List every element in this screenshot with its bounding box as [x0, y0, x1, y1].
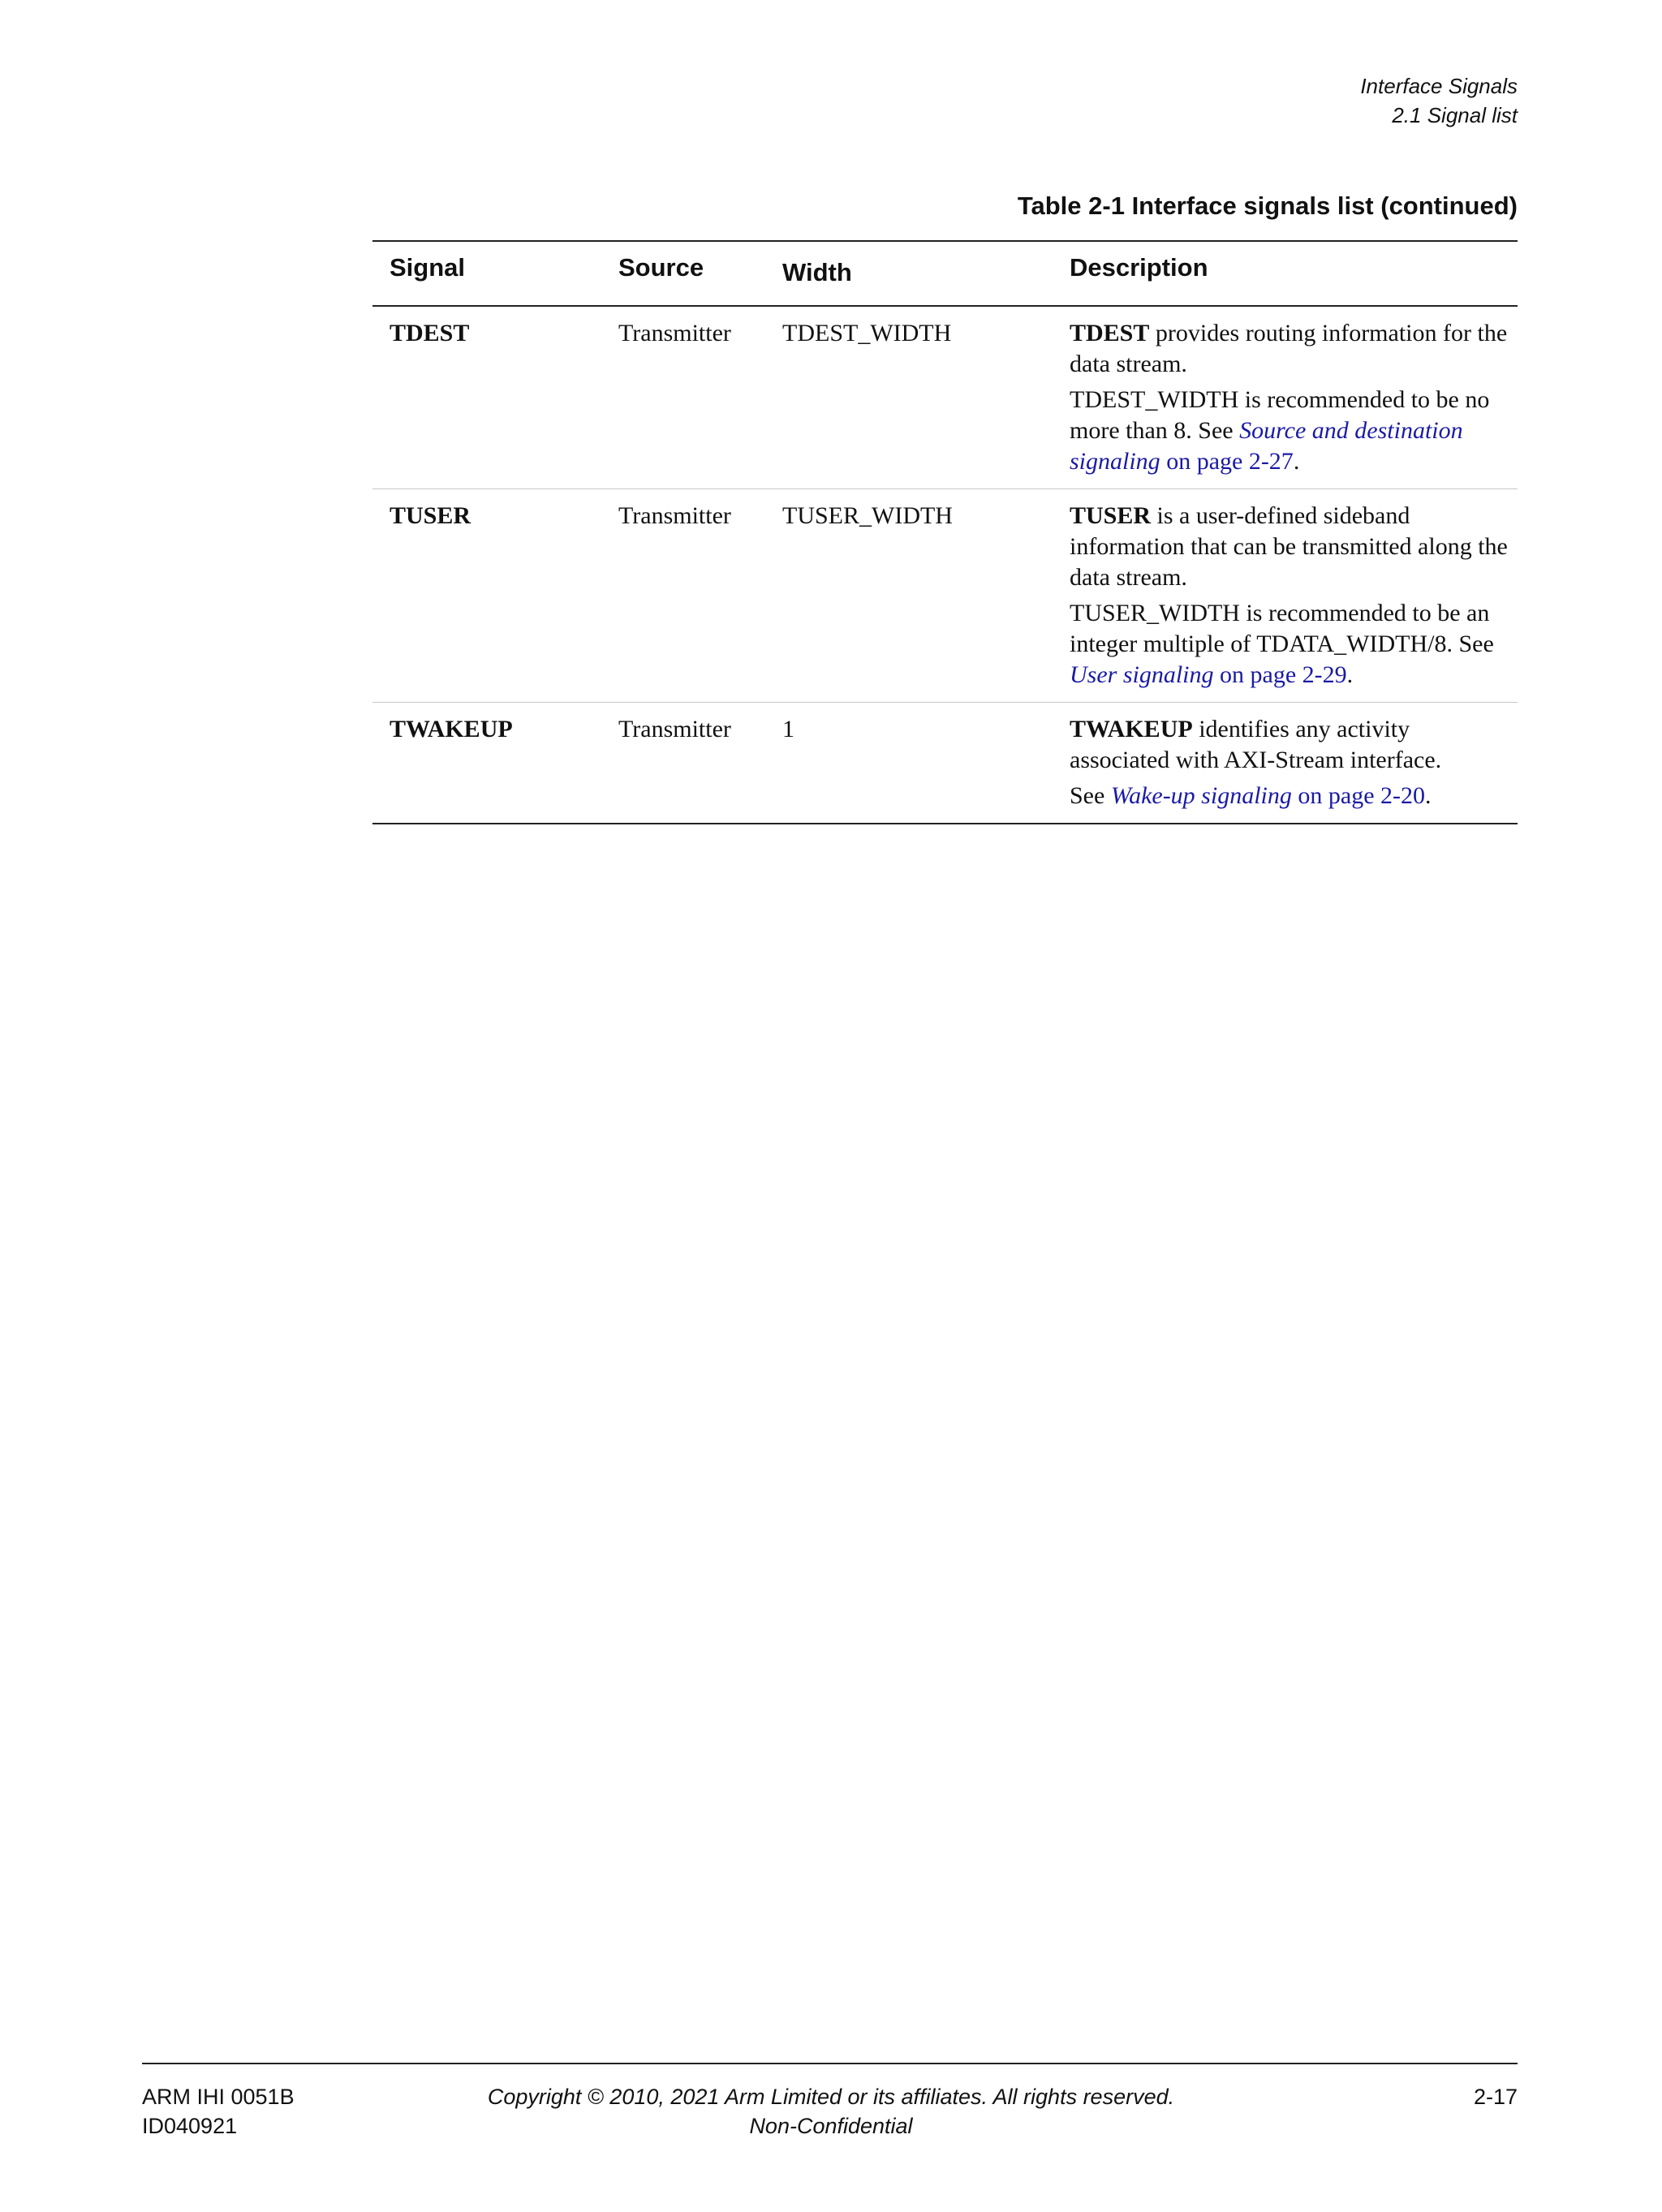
footer-divider: [142, 2063, 1518, 2064]
signals-table: [372, 240, 1518, 824]
description-paragraph: [1070, 714, 1508, 776]
signal-source: Transmitter: [618, 502, 731, 529]
link-page[interactable]: on page 2-20: [1291, 782, 1425, 809]
signal-width: TDEST_WIDTH: [782, 320, 952, 346]
description-text: TDEST_WIDTH is recommended to be no more than 8. See: [1070, 386, 1490, 444]
footer-doc-number: ARM IHI 0051B: [142, 2085, 295, 2109]
description-text: identifies any activity associated with AXI-Stream interface.: [1070, 716, 1442, 773]
header-width: Width: [782, 258, 852, 286]
signal-source: Transmitter: [618, 320, 731, 346]
footer-copyright: Copyright © 2010, 2021 Arm Limited or its affiliates. All rights reserved.: [487, 2085, 1175, 2109]
description-text: provides routing information for the data stream.: [1070, 320, 1508, 377]
link-title[interactable]: Source and destination signaling: [1070, 417, 1463, 475]
signal-ref: TUSER: [1070, 502, 1152, 529]
signal-name: TWAKEUP: [390, 716, 513, 742]
footer-doc-id: ID040921: [142, 2114, 238, 2138]
signal-ref: TWAKEUP: [1070, 716, 1193, 742]
signal-ref: TDEST: [1070, 320, 1150, 346]
footer-confidentiality: Non-Confidential: [749, 2114, 913, 2138]
link-title[interactable]: User signaling: [1070, 661, 1214, 688]
link-page[interactable]: on page 2-27: [1160, 448, 1294, 475]
running-head-chapter: Interface Signals: [1360, 74, 1518, 98]
running-head: [1360, 71, 1518, 130]
signal-description: [1070, 307, 1508, 488]
signal-source: Transmitter: [618, 716, 731, 742]
description-text: .: [1293, 448, 1300, 475]
description-text: TUSER_WIDTH is recommended to be an integer multiple of TDATA_WIDTH/8. See: [1070, 600, 1494, 657]
header-signal: Signal: [390, 253, 466, 282]
signal-width: 1: [782, 716, 794, 742]
signal-name: TDEST: [390, 320, 470, 346]
link-page[interactable]: on page 2-29: [1213, 661, 1347, 688]
table-row: [372, 307, 1518, 489]
table-header-row: [372, 242, 1518, 307]
description-text: .: [1346, 661, 1354, 688]
description-text: is a user-defined sideband information that can be transmitted along the data stream.: [1070, 502, 1508, 591]
cross-reference-link[interactable]: [1111, 782, 1425, 809]
description-text: .: [1425, 782, 1432, 809]
signal-description: [1070, 489, 1508, 702]
description-paragraph: [1070, 385, 1508, 477]
signal-width: TUSER_WIDTH: [782, 502, 953, 529]
cross-reference-link[interactable]: [1070, 661, 1347, 688]
signal-description: [1070, 703, 1508, 823]
table-row: [372, 703, 1518, 823]
description-paragraph: [1070, 318, 1508, 380]
description-paragraph: [1070, 781, 1508, 811]
header-description: Description: [1070, 253, 1208, 282]
description-paragraph: [1070, 501, 1508, 593]
link-title[interactable]: Wake-up signaling: [1110, 782, 1292, 809]
signal-name: TUSER: [390, 502, 471, 529]
table-caption: Table 2-1 Interface signals list (continued): [1017, 192, 1518, 220]
footer-page-number: 2-17: [1473, 2085, 1518, 2109]
running-head-section: 2.1 Signal list: [1392, 103, 1518, 127]
header-source: Source: [618, 253, 704, 282]
description-paragraph: [1070, 598, 1508, 691]
footer-legal: [0, 2082, 1662, 2141]
table-row: [372, 489, 1518, 703]
description-text: See: [1070, 782, 1111, 809]
